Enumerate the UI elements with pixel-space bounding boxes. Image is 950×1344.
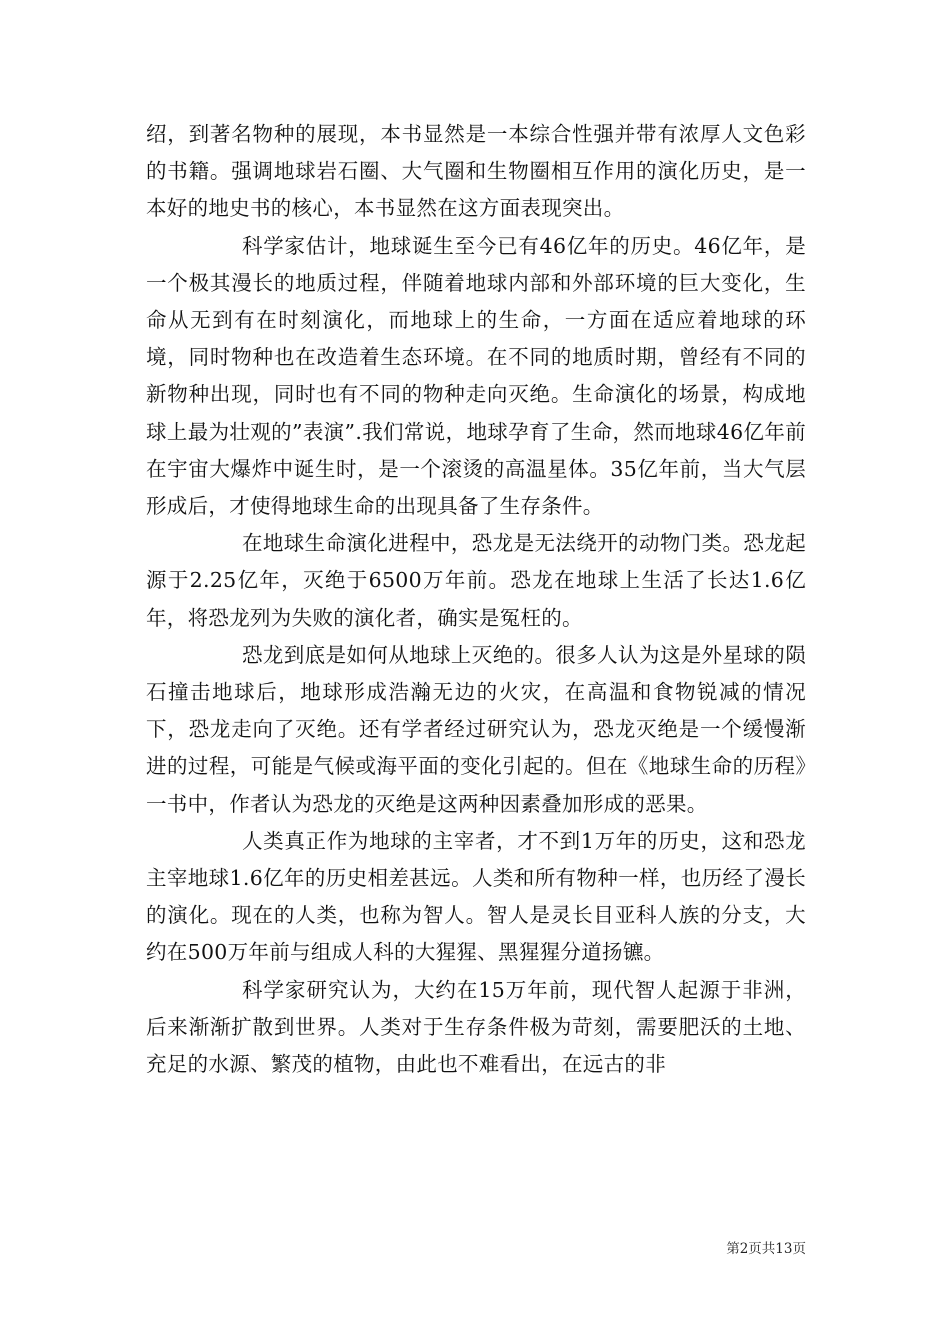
paragraph-earth-age: 科学家估计，地球诞生至今已有46亿年的历史。46亿年，是一个极其漫长的地质过程，伴随着地球内部和外部环境的巨大变化，生命从无到有在时刻演化，而地球上的生命，一方面在适应着地球的环境，同时物种也在改造着生态环境。在不同的地质时期，曾经有不同的新物种出现，同时也有不同的物种走向灭绝。生命演化的场景，构成地球上最为壮观的”表演”.我们常说，地球孕育了生命，然而地球46亿年前在宇宙大爆炸中诞生时，是一个滚烫的高温星体。35亿年前，当大气层形成后，才使得地球生命的出现具备了生存条件。	[146, 233, 806, 519]
paragraph-human-history: 人类真正作为地球的主宰者，才不到1万年的历史，这和恐龙主宰地球1.6亿年的历史相差甚远。人类和所有物种一样，也历经了漫长的演化。现在的人类，也称为智人。智人是灵长目亚科人族的分支，大约在500万年前与组成人科的大猩猩、黑猩猩分道扬镳。	[146, 828, 806, 965]
paragraph-dinosaur-extinction: 恐龙到底是如何从地球上灭绝的。很多人认为这是外星球的陨石撞击地球后，地球形成浩瀚无边的火灾，在高温和食物锐减的情况下，恐龙走向了灭绝。还有学者经过研究认为，恐龙灭绝是一个缓慢渐进的过程，可能是气候或海平面的变化引起的。但在《地球生命的历程》一书中，作者认为恐龙的灭绝是这两种因素叠加形成的恶果。	[146, 642, 806, 816]
paragraph-continuation: 绍，到著名物种的展现，本书显然是一本综合性强并带有浓厚人文色彩的书籍。强调地球岩石圈、大气圈和生物圈相互作用的演化历史，是一本好的地史书的核心，本书显然在这方面表现突出。	[146, 122, 806, 221]
page-number-footer: 第2页共13页	[726, 1241, 806, 1257]
paragraph-dinosaur-evolution: 在地球生命演化进程中，恐龙是无法绕开的动物门类。恐龙起源于2.25亿年，灭绝于6500万年前。恐龙在地球上生活了长达1.6亿年，将恐龙列为失败的演化者，确实是冤枉的。	[146, 531, 806, 630]
document-body	[146, 116, 806, 1083]
paragraph-modern-humans: 科学家研究认为，大约在15万年前，现代智人起源于非洲，后来渐渐扩散到世界。人类对于生存条件极为苛刻，需要肥沃的土地、充足的水源、繁茂的植物，由此也不难看出，在远古的非	[146, 977, 806, 1077]
